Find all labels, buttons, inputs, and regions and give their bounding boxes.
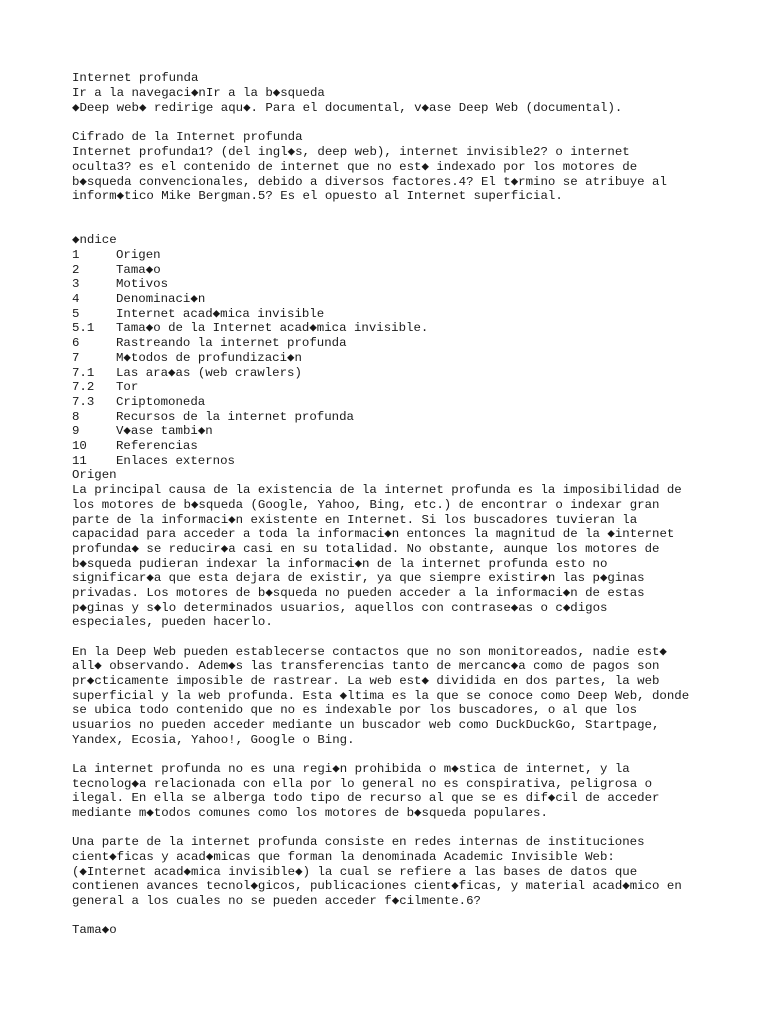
body-line: b◆squeda pudieran indexar la informaci◆n de la internet profunda esto no <box>72 557 608 571</box>
toc-number: 6 <box>72 336 80 350</box>
body-line: especiales, pueden hacerlo. <box>72 615 273 629</box>
body-line: contienen avances tecnol◆gicos, publicaciones cient◆ficas, y material acad◆mico en <box>72 879 682 893</box>
toc-item-referencias[interactable]: Referencias <box>116 439 198 453</box>
toc-item-enlaces-externos[interactable]: Enlaces externos <box>116 454 235 468</box>
toc-number: 5.1 <box>72 321 95 335</box>
body-line: capacidad para acceder a toda la informaci◆n entonces la magnitud de la ◆internet <box>72 527 675 541</box>
toc-item-tor[interactable]: Tor <box>116 380 139 394</box>
body-line: general a los cuales no se pueden acceder f◆cilmente.6? <box>72 894 481 908</box>
toc-number: 1 <box>72 248 80 262</box>
body-line: b◆squeda convencionales, debido a diversos factores.4? El t◆rmino se atribuye al <box>72 175 667 189</box>
body-line: superficial y la web profunda. Esta ◆ltima es la que se conoce como Deep Web, donde <box>72 689 690 703</box>
toc-number: 7 <box>72 351 80 365</box>
toc-number: 10 <box>72 439 87 453</box>
body-line: Internet profunda1? (del ingl◆s, deep web), internet invisible2? o internet <box>72 145 630 159</box>
body-line: La internet profunda no es una regi◆n prohibida o m◆stica de internet, y la <box>72 762 630 776</box>
body-line: inform◆tico Mike Bergman.5? Es el opuesto al Internet superficial. <box>72 189 563 203</box>
body-line: oculta3? es el contenido de internet que no est◆ indexado por los motores de <box>72 160 638 174</box>
body-line: Una parte de la internet profunda consiste en redes internas de instituciones <box>72 835 645 849</box>
toc-number: 9 <box>72 424 80 438</box>
body-line: (◆Internet acad◆mica invisible◆) la cual se refiere a las bases de datos que <box>72 865 638 879</box>
toc-item-rastreando[interactable]: Rastreando la internet profunda <box>116 336 347 350</box>
body-line: La principal causa de la existencia de la internet profunda es la imposibilidad de <box>72 483 682 497</box>
section-heading-origen: Origen <box>72 468 117 482</box>
toc-number: 7.2 <box>72 380 95 394</box>
doc-title: Internet profunda <box>72 71 199 85</box>
body-line: cient◆ficas y acad◆micas que forman la denominada Academic Invisible Web: <box>72 850 615 864</box>
toc-heading: ◆ndice <box>72 233 117 247</box>
toc-item-internet-academica[interactable]: Internet acad◆mica invisible <box>116 307 325 321</box>
body-line: En la Deep Web pueden establecerse contactos que no son monitoreados, nadie est◆ <box>72 645 667 659</box>
toc-item-aranas[interactable]: Las ara◆as (web crawlers) <box>116 366 302 380</box>
body-line: p◆ginas y s◆lo determinados usuarios, aquellos con contrase◆as o c◆digos <box>72 601 608 615</box>
toc-item-tamano-academica[interactable]: Tama◆o de la Internet acad◆mica invisible. <box>116 321 429 335</box>
toc-item-criptomoneda[interactable]: Criptomoneda <box>116 395 206 409</box>
toc-item-origen[interactable]: Origen <box>116 248 161 262</box>
body-line: all◆ observando. Adem◆s las transferencias tanto de mercanc◆a como de pagos son <box>72 659 660 673</box>
toc-item-vease-tambien[interactable]: V◆ase tambi◆n <box>116 424 213 438</box>
toc-number: 5 <box>72 307 80 321</box>
toc-item-tamano[interactable]: Tama◆o <box>116 263 161 277</box>
body-line: privadas. Los motores de b◆squeda no pueden acceder a la informaci◆n de estas <box>72 586 645 600</box>
toc-number: 3 <box>72 277 80 291</box>
body-line: tecnolog◆a relacionada con ella por lo general no es conspirativa, peligrosa o <box>72 777 653 791</box>
body-line: ilegal. En ella se alberga todo tipo de recurso al que se es dif◆cil de acceder <box>72 791 660 805</box>
toc-number: 11 <box>72 454 87 468</box>
section-heading-tamano: Tama◆o <box>72 923 117 937</box>
body-line: pr◆cticamente imposible de rastrear. La web est◆ dividida en dos partes, la web <box>72 674 660 688</box>
toc-number: 8 <box>72 410 80 424</box>
body-line: profunda◆ se reducir◆a casi en su totalidad. No obstante, aunque los motores de <box>72 542 660 556</box>
body-line: parte de la informaci◆n existente en Internet. Si los buscadores tuvieran la <box>72 513 638 527</box>
toc-number: 7.1 <box>72 366 95 380</box>
toc-item-recursos[interactable]: Recursos de la internet profunda <box>116 410 354 424</box>
image-caption: Cifrado de la Internet profunda <box>72 130 303 144</box>
body-line: significar◆a que esta dejara de existir, ya que siempre existir◆n las p◆ginas <box>72 571 645 585</box>
redirect-note: ◆Deep web◆ redirige aqu◆. Para el documental, v◆ase Deep Web (documental). <box>72 101 623 115</box>
body-line: mediante m◆todos comunes como los motores de b◆squeda populares. <box>72 806 548 820</box>
toc-number: 2 <box>72 263 80 277</box>
toc-item-metodos[interactable]: M◆todos de profundizaci◆n <box>116 351 302 365</box>
toc-number: 7.3 <box>72 395 95 409</box>
toc-number: 4 <box>72 292 80 306</box>
toc-item-motivos[interactable]: Motivos <box>116 277 169 291</box>
body-line: Yandex, Ecosia, Yahoo!, Google o Bing. <box>72 733 355 747</box>
body-line: se ubica todo contenido que no es indexable por los buscadores, o al que los <box>72 703 638 717</box>
nav-line: Ir a la navegaci◆nIr a la b◆squeda <box>72 86 325 100</box>
toc-item-denominacion[interactable]: Denominaci◆n <box>116 292 206 306</box>
body-line: usuarios no pueden acceder mediante un buscador web como DuckDuckGo, Startpage, <box>72 718 660 732</box>
body-line: los motores de b◆squeda (Google, Yahoo, Bing, etc.) de encontrar o indexar gran <box>72 498 660 512</box>
